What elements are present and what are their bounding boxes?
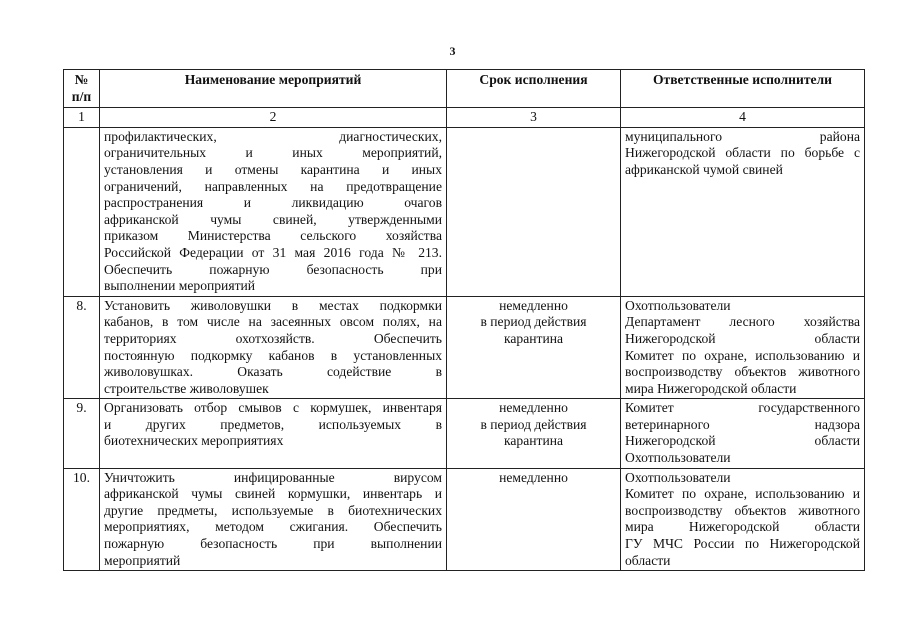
measure-line: ограничительных и иных мероприятий, (104, 145, 442, 161)
measure-line: Организовать отбор смывов с кормушек, инвентаря (104, 400, 442, 416)
responsible-line: Нижегородской области по борьбе с (625, 145, 860, 161)
header-num (64, 70, 100, 108)
column-number: 3 (447, 108, 621, 128)
table-row (64, 468, 865, 571)
responsible-line: Охотпользователи (625, 469, 731, 485)
measure-line: пожарную безопасность при выполнении (104, 536, 442, 552)
measure-line: ограничений, направленных на предотвращение (104, 178, 442, 194)
deadline-cell (447, 468, 621, 571)
row-number: 9. (64, 399, 100, 468)
responsible-line: воспроизводству объектов животного (625, 364, 860, 380)
measure-line: Обеспечить пожарную безопасность при (104, 261, 442, 277)
responsible-line: ветеринарного надзора (625, 416, 860, 432)
row-number: 8. (64, 296, 100, 399)
measure-line: и других предметов, используемых в (104, 416, 442, 432)
measure-cell (100, 399, 447, 468)
responsible-line: Комитет государственного (625, 400, 860, 416)
measure-cell (100, 296, 447, 399)
measure-line: Уничтожить инфицированные вирусом (104, 469, 442, 485)
responsible-line: Комитет по охране, использованию и (625, 347, 860, 363)
deadline-cell (447, 127, 621, 296)
page-number: 3 (449, 44, 456, 58)
header-responsible: Ответственные исполнители (621, 70, 865, 108)
responsible-line: Нижегородской области (625, 330, 860, 346)
responsible-line: Департамент лесного хозяйства (625, 314, 860, 330)
measure-line: кабанов, в том числе на засеянных овсом полях, на (104, 314, 442, 330)
measure-line: распространения и ликвидацию очагов (104, 195, 442, 211)
header-measure: Наименование мероприятий (100, 70, 447, 108)
deadline-line: немедленно (499, 469, 568, 485)
measure-line: африканской чумы свиней кормушки, инвентарь и (104, 486, 442, 502)
responsible-line: области (625, 552, 671, 568)
deadline-line: в период действия (480, 314, 587, 330)
responsible-line: Нижегородской области (625, 433, 860, 449)
measure-line: приказом Министерства сельского хозяйства (104, 228, 442, 244)
table-header-row (64, 70, 865, 108)
table-row (64, 296, 865, 399)
responsible-cell (621, 468, 865, 571)
measure-line: постоянную подкормку кабанов в установленных (104, 347, 442, 363)
row-number (64, 127, 100, 296)
deadline-cell (447, 399, 621, 468)
measure-line: Установить живоловушки в местах подкормки (104, 297, 442, 313)
responsible-cell (621, 399, 865, 468)
header-num-part: № (74, 72, 89, 87)
responsible-line: воспроизводству объектов животного (625, 502, 860, 518)
table-row (64, 127, 865, 296)
deadline-cell (447, 296, 621, 399)
measures-table (63, 69, 865, 571)
header-deadline: Срок исполнения (447, 70, 621, 108)
measure-line: установления и отмены карантина и иных (104, 161, 442, 177)
responsible-cell (621, 127, 865, 296)
responsible-line: мира Нижегородской области (625, 380, 797, 396)
deadline-line: немедленно (499, 297, 568, 313)
measure-line: Российской Федерации от 31 мая 2016 года № 213. (104, 244, 442, 260)
table-row (64, 399, 865, 468)
responsible-line: африканской чумой свиней (625, 161, 783, 177)
measure-line: выполнении мероприятий (104, 278, 256, 294)
deadline-line: карантина (503, 433, 564, 449)
deadline-line: в период действия (480, 416, 587, 432)
measure-line: мероприятиях, методом сжигания. Обеспечить (104, 519, 442, 535)
measure-line: африканской чумы свиней, утвержденными (104, 211, 442, 227)
responsible-line: Комитет по охране, использованию и (625, 486, 860, 502)
measure-line: мероприятий (104, 552, 181, 568)
measure-line: биотехнических мероприятиях (104, 433, 284, 449)
responsible-cell (621, 296, 865, 399)
column-number: 2 (100, 108, 447, 128)
column-number: 4 (621, 108, 865, 128)
deadline-line: карантина (503, 330, 564, 346)
measure-line: строительстве живоловушек (104, 380, 269, 396)
deadline-line: немедленно (499, 400, 568, 416)
measure-line: территориях охотхозяйств. Обеспечить (104, 330, 442, 346)
responsible-line: Охотпользователи (625, 450, 731, 466)
measure-line: живоловушках. Оказать содействие в (104, 364, 442, 380)
column-number-row (64, 108, 865, 128)
responsible-line: мира Нижегородской области (625, 519, 860, 535)
column-number: 1 (64, 108, 100, 128)
measure-line: профилактических, диагностических, (104, 128, 442, 144)
measure-cell (100, 468, 447, 571)
row-number: 10. (64, 468, 100, 571)
measure-cell (100, 127, 447, 296)
measure-line: другие предметы, используемые в биотехнических (104, 502, 442, 518)
header-num-part: п/п (71, 88, 92, 104)
responsible-line: муниципального района (625, 128, 860, 144)
responsible-line: ГУ МЧС России по Нижегородской (625, 536, 860, 552)
responsible-line: Охотпользователи (625, 297, 731, 313)
